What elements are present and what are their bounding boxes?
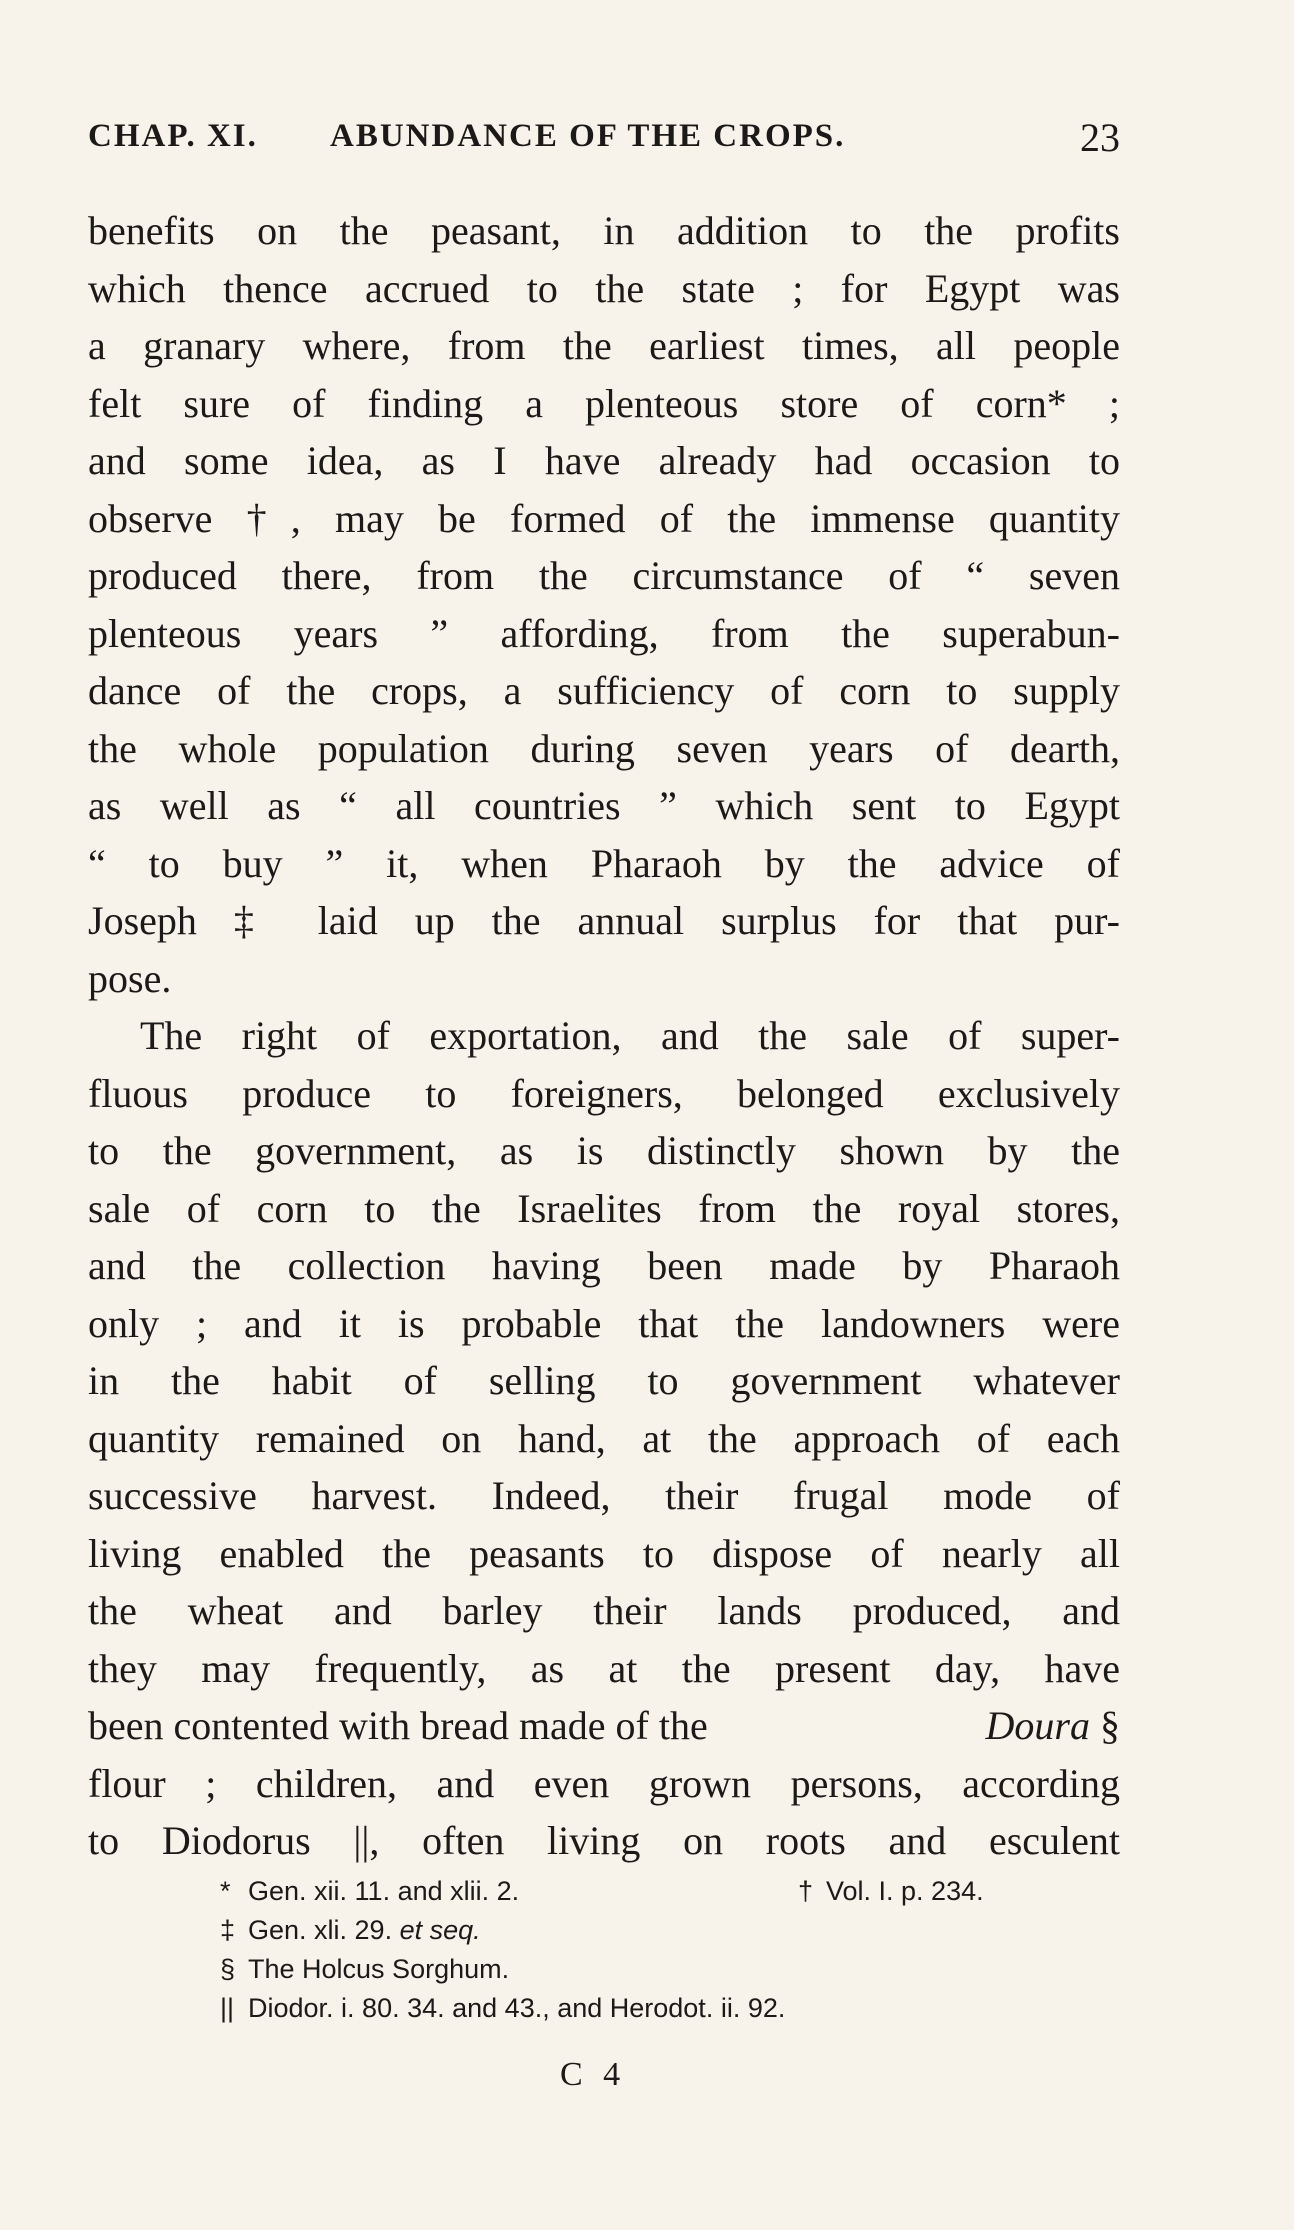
text-line: observe †, may be formed of the immense quantity — [88, 495, 1120, 541]
body-text — [88, 202, 1120, 1870]
text-line: flour ; children, and even grown persons, according — [88, 1760, 1120, 1806]
text-line-doura — [88, 1697, 1120, 1755]
footnote-row — [220, 1950, 1080, 1989]
chapter-title: ABUNDANCE OF THE CROPS. — [330, 118, 846, 154]
footnote-row — [220, 1872, 1080, 1911]
text-line: plenteous years ” affording, from the superabun- — [88, 610, 1120, 656]
text-line: pose. — [88, 955, 172, 1001]
doura-term — [986, 1697, 1120, 1755]
footnote-ref-section: § — [1100, 1703, 1120, 1748]
text-line: the wheat and barley their lands produced, and — [88, 1588, 1120, 1633]
text-line: they may frequently, as at the present day, have — [88, 1645, 1120, 1691]
text-line: sale of corn to the Israelites from the royal stores, — [88, 1185, 1120, 1231]
text-line: Joseph ‡ laid up the annual surplus for that pur- — [88, 898, 1120, 943]
text-line: and some idea, as I have already had occasion to — [88, 438, 1120, 483]
text-line: which thence accrued to the state ; for Egypt was — [88, 265, 1120, 311]
text-line: dance of the crops, a sufficiency of corn to supply — [88, 668, 1120, 713]
text-line: as well as “ all countries ” which sent to Egypt — [88, 783, 1120, 828]
footnote-mark: * — [220, 1876, 231, 1906]
text-line: only ; and it is probable that the landowners were — [88, 1300, 1120, 1346]
chapter-label: CHAP. XI. — [88, 118, 258, 154]
footnote-mark: † — [798, 1876, 814, 1906]
text-line: to the government, as is distinctly shown by the — [88, 1128, 1120, 1173]
footnote-text: Gen. xli. 29. — [248, 1915, 393, 1945]
footnote-text: The Holcus Sorghum. — [248, 1954, 510, 1984]
running-head — [88, 115, 1120, 170]
text-line: benefits on the peasant, in addition to the profits — [88, 208, 1120, 253]
text-line: a granary where, from the earliest times, all people — [88, 323, 1120, 368]
text-line: living enabled the peasants to dispose of nearly all — [88, 1530, 1120, 1576]
footnote-row — [220, 1911, 1080, 1950]
text-line: fluous produce to foreigners, belonged exclusively — [88, 1070, 1120, 1116]
footnote-row — [220, 1989, 1080, 2028]
footnote-mark: § — [220, 1954, 236, 1984]
text-line: “ to buy ” it, when Pharaoh by the advice of — [88, 840, 1120, 886]
signature-mark: C 4 — [560, 2056, 627, 2093]
doura-word: Doura — [985, 1703, 1090, 1748]
text-line: and the collection having been made by Pharaoh — [88, 1243, 1120, 1288]
footnote-text: Gen. xii. 11. and xlii. 2. — [248, 1876, 520, 1906]
text-line-start: been contented with bread made of the — [88, 1703, 708, 1748]
page-number: 23 — [1080, 115, 1120, 160]
footnote-mark: ‡ — [220, 1915, 236, 1945]
text-line: produced there, from the circumstance of “ seven — [88, 553, 1120, 598]
text-line: successive harvest. Indeed, their frugal mode of — [88, 1473, 1120, 1518]
text-line: The right of exportation, and the sale of super- — [140, 1013, 1120, 1058]
text-line: quantity remained on hand, at the approach of each — [88, 1415, 1120, 1461]
footnote-text: Vol. I. p. 234. — [826, 1876, 984, 1906]
text-line: in the habit of selling to government whatever — [88, 1358, 1120, 1403]
footnote-secondary — [798, 1872, 984, 1911]
text-line: the whole population during seven years of dearth, — [88, 725, 1120, 771]
footnote-italic: et seq. — [399, 1915, 481, 1945]
text-line: to Diodorus ||, often living on roots and esculent — [88, 1818, 1120, 1863]
footnote-mark: || — [220, 1993, 235, 2023]
text-line: felt sure of finding a plenteous store of corn* ; — [88, 380, 1120, 426]
footnotes — [220, 1872, 1080, 2028]
footnote-text: Diodor. i. 80. 34. and 43., and Herodot. ii. 92. — [248, 1993, 786, 2023]
